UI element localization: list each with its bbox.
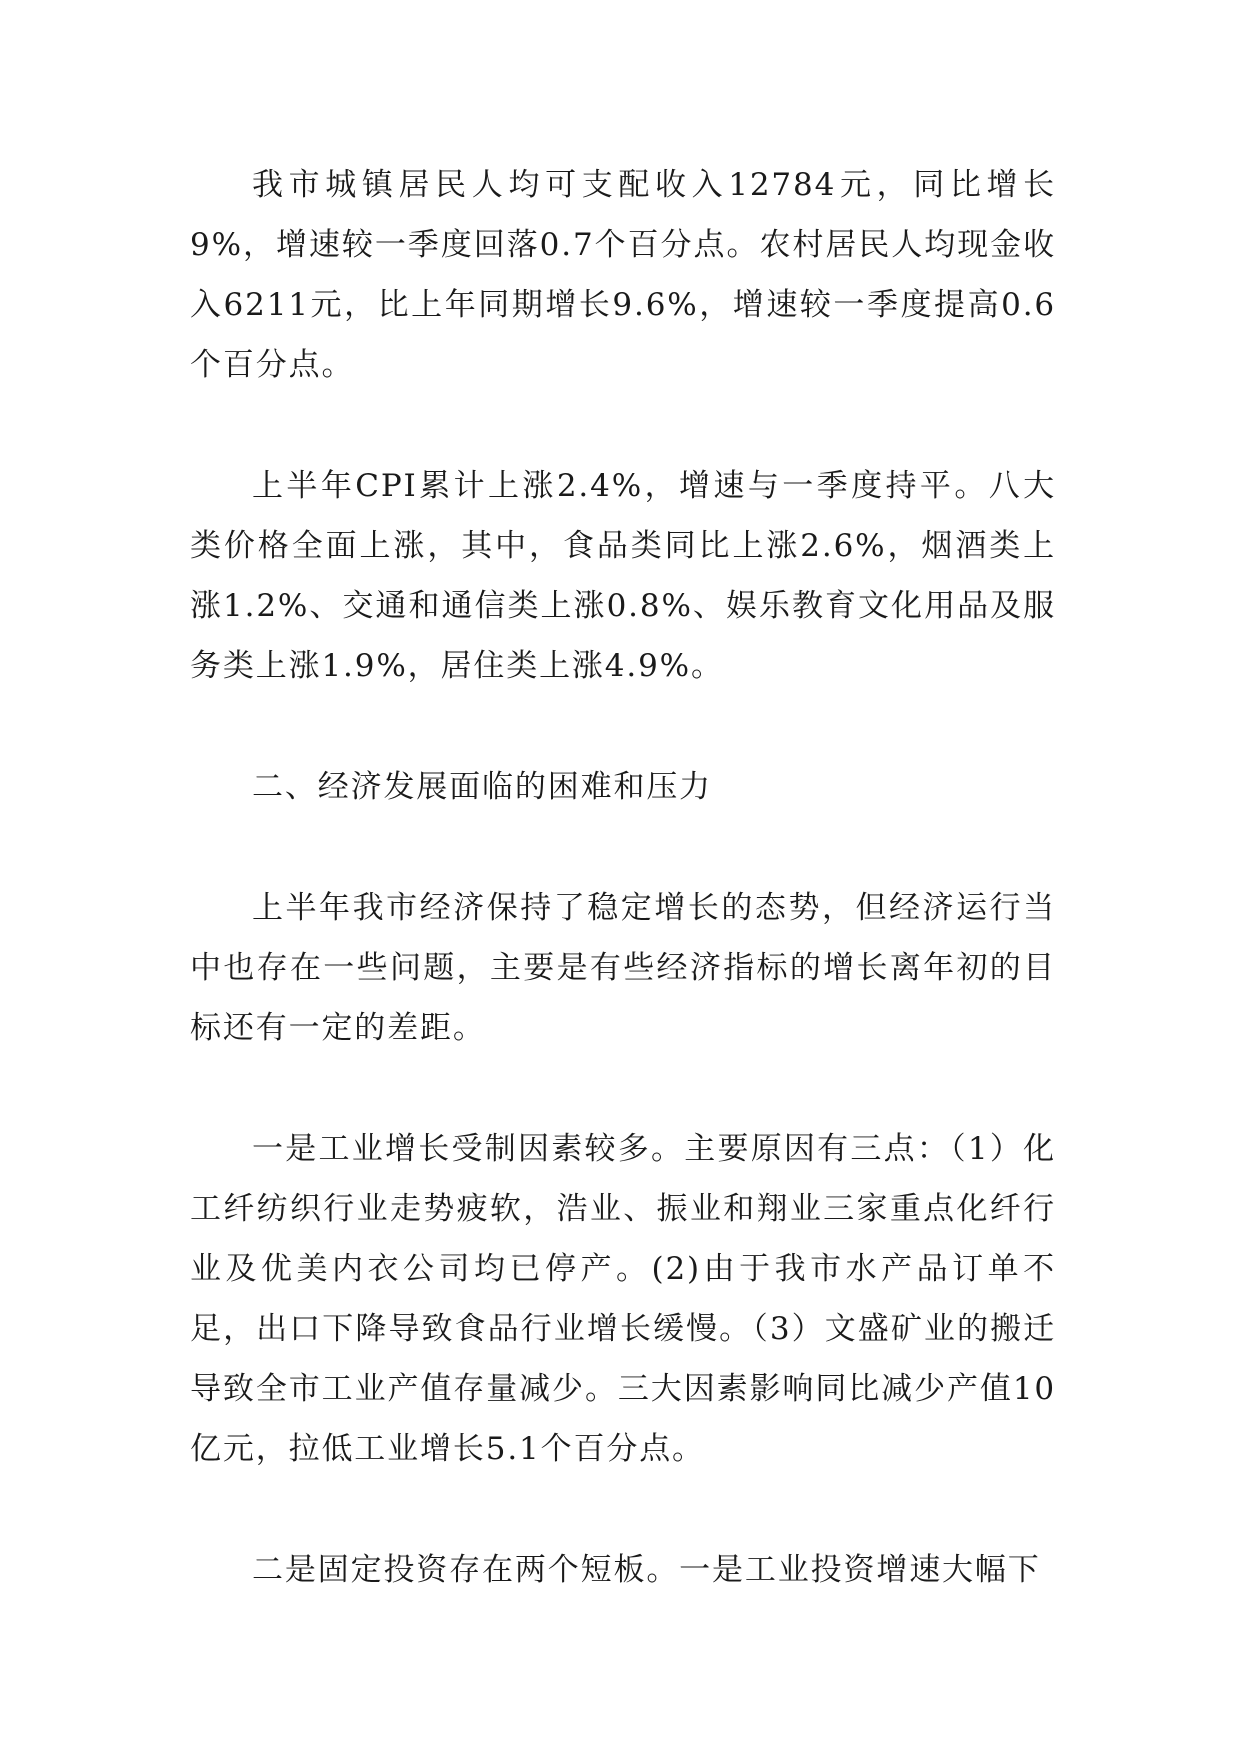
paragraph-income: 我市城镇居民人均可支配收入12784元，同比增长9%，增速较一季度回落0.7个百分点。农村居民人均现金收入6211元，比上年同期增长9.6%，增速较一季度提高0.6个百分点。 <box>190 167 1056 383</box>
document-page <box>190 155 1056 1600</box>
paragraph-investment: 二是固定投资存在两个短板。一是工业投资增速大幅下 <box>252 1552 1041 1588</box>
paragraph-industry: 一是工业增长受制因素较多。主要原因有三点：（1）化工纤纺织行业走势疲软，浩业、振业和翔业三家重点化纤行业及优美内衣公司均已停产。(2)由于我市水产品订单不足，出口下降导致食品行业增长缓慢。（3）文盛矿业的搬迁导致全市工业产值存量减少。三大因素影响同比减少产值10亿元，拉低工业增长5.1个百分点。 <box>190 1131 1056 1467</box>
paragraph-overview: 上半年我市经济保持了稳定增长的态势，但经济运行当中也存在一些问题，主要是有些经济指标的增长离年初的目标还有一定的差距。 <box>190 890 1056 1046</box>
section-heading: 二、经济发展面临的困难和压力 <box>252 769 713 805</box>
paragraph-cpi: 上半年CPI累计上涨2.4%，增速与一季度持平。八大类价格全面上涨，其中，食品类同比上涨2.6%，烟酒类上涨1.2%、交通和通信类上涨0.8%、娱乐教育文化用品及服务类上涨1.9%，居住类上涨4.9%。 <box>190 468 1056 684</box>
